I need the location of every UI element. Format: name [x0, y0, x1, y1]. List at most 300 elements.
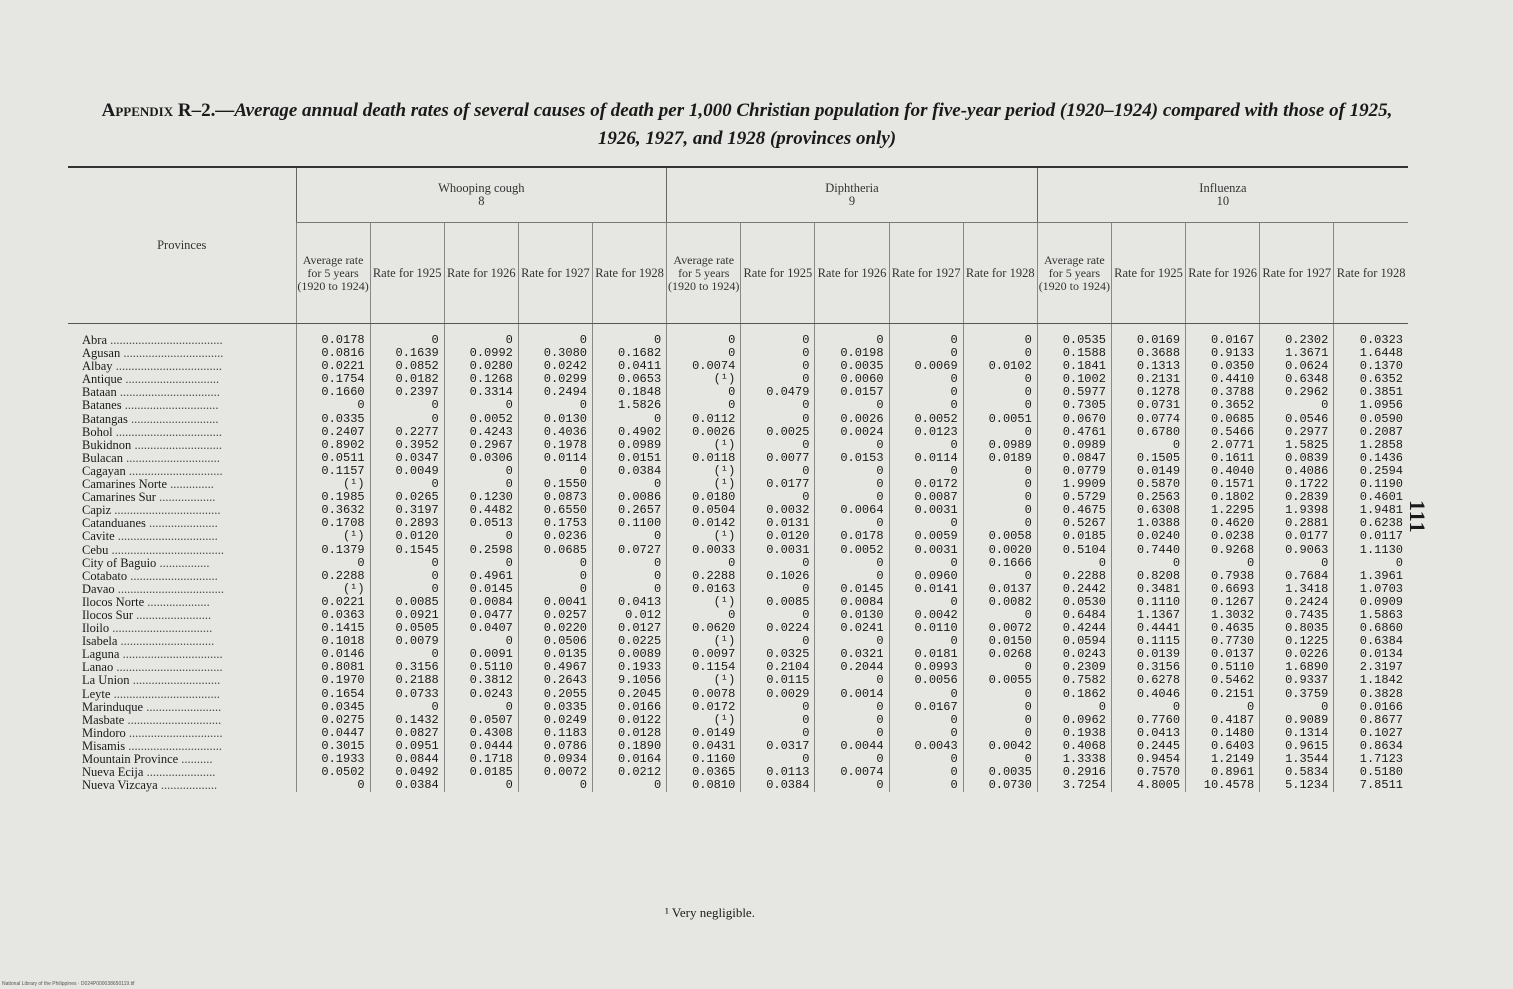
rate-cell: 0.0384 — [593, 465, 667, 478]
rate-cell: (¹) — [667, 635, 741, 648]
rate-cell: 0 — [889, 324, 963, 348]
rate-cell: 0.1611 — [1186, 452, 1260, 465]
provinces-header: Provinces — [68, 167, 296, 324]
rate-cell: 1.0388 — [1111, 517, 1185, 530]
rate-cell: 0.0137 — [1186, 648, 1260, 661]
rate-cell: 0.7730 — [1186, 635, 1260, 648]
rate-cell: 0 — [963, 714, 1037, 727]
rate-cell: 0.0051 — [963, 413, 1037, 426]
rate-cell: 0.0014 — [815, 688, 889, 701]
province-name: Nueva Vizcaya .................. — [82, 779, 218, 793]
rate-cell: 0 — [444, 779, 518, 792]
table-row — [68, 674, 1408, 687]
rate-cell: 0.0041 — [518, 596, 592, 609]
table-row — [68, 426, 1408, 439]
rate-cell: 0 — [1037, 701, 1111, 714]
rate-cell: 0.3652 — [1186, 399, 1260, 412]
table-row — [68, 779, 1408, 792]
rate-cell: 4.8005 — [1111, 779, 1185, 792]
rate-cell: 0.0816 — [296, 347, 370, 360]
rate-cell: 0.0844 — [370, 753, 444, 766]
rate-cell: 0.0431 — [667, 740, 741, 753]
rate-cell: 0.0137 — [963, 583, 1037, 596]
rate-cell: 0 — [1111, 701, 1185, 714]
rate-cell: 0.1415 — [296, 622, 370, 635]
rate-cell: (¹) — [667, 465, 741, 478]
table-row — [68, 740, 1408, 753]
rate-cell: 1.3418 — [1260, 583, 1334, 596]
province-name: Cagayan .............................. — [82, 464, 223, 478]
rate-cell: 0.0097 — [667, 648, 741, 661]
rate-cell: 0 — [593, 570, 667, 583]
table-row — [68, 439, 1408, 452]
rate-cell: 0 — [444, 399, 518, 412]
rate-cell: 0 — [889, 347, 963, 360]
rate-cell: 0.0492 — [370, 766, 444, 779]
table-row — [68, 504, 1408, 517]
scan-credit: National Library of the Philippines · D024P000038650119.tif — [2, 981, 135, 987]
rate-cell: 0 — [815, 491, 889, 504]
rate-cell: 0.9089 — [1260, 714, 1334, 727]
rate-cell: 0 — [518, 583, 592, 596]
rate-cell: 1.9481 — [1334, 504, 1408, 517]
province-name: Abra .................................... — [82, 333, 223, 347]
rate-cell: 1.2858 — [1334, 439, 1408, 452]
rate-cell: 0 — [667, 347, 741, 360]
rate-cell: 0.0249 — [518, 714, 592, 727]
rate-cell: 0 — [963, 753, 1037, 766]
rate-cell: 0 — [963, 347, 1037, 360]
death-rates-table-container — [68, 166, 1408, 792]
table-row — [68, 570, 1408, 583]
province-name: Bataan ................................ — [82, 386, 220, 400]
rate-cell: 0.0243 — [1037, 648, 1111, 661]
rate-cell: 0.0535 — [1037, 324, 1111, 348]
rate-cell: 0 — [963, 609, 1037, 622]
rate-cell: 0 — [889, 439, 963, 452]
rate-cell: 0 — [1260, 701, 1334, 714]
rate-cell: 0.1267 — [1186, 596, 1260, 609]
rate-cell: 0 — [518, 779, 592, 792]
rate-cell: (¹) — [667, 596, 741, 609]
rate-cell: 0.0873 — [518, 491, 592, 504]
rate-cell: 0.0350 — [1186, 360, 1260, 373]
column-header: Rate for 1927 — [1260, 223, 1334, 324]
rate-cell: 0.0127 — [593, 622, 667, 635]
rate-cell: 0.2445 — [1111, 740, 1185, 753]
rate-cell: 0.7440 — [1111, 544, 1185, 557]
rate-cell: 0.0198 — [815, 347, 889, 360]
rate-cell: 0.0031 — [889, 504, 963, 517]
rate-cell: 0.0089 — [593, 648, 667, 661]
rate-cell: 0.0477 — [444, 609, 518, 622]
rate-cell: 0.0335 — [518, 701, 592, 714]
rate-cell: 0 — [518, 324, 592, 348]
rate-cell: 0 — [741, 439, 815, 452]
rate-cell: 0 — [444, 635, 518, 648]
table-row — [68, 530, 1408, 543]
rate-cell: 0 — [444, 478, 518, 491]
rate-cell: 0.4187 — [1186, 714, 1260, 727]
rate-cell: 0 — [815, 727, 889, 740]
rate-cell: 0.2055 — [518, 688, 592, 701]
rate-cell: 0.2151 — [1186, 688, 1260, 701]
rate-cell: 0.0731 — [1111, 399, 1185, 412]
rate-cell: (¹) — [296, 478, 370, 491]
rate-cell: 0 — [1260, 399, 1334, 412]
rate-cell: 0.0122 — [593, 714, 667, 727]
rate-cell: 0.1848 — [593, 386, 667, 399]
rate-cell: 0.0058 — [963, 530, 1037, 543]
rate-cell: 0 — [370, 557, 444, 570]
rate-cell: 0 — [518, 570, 592, 583]
rate-cell: 0 — [444, 701, 518, 714]
rate-cell: 0 — [370, 324, 444, 348]
rate-cell: 0.0185 — [444, 766, 518, 779]
rate-cell: 0.0074 — [815, 766, 889, 779]
rate-cell: 0.1666 — [963, 557, 1037, 570]
rate-cell: 0 — [741, 360, 815, 373]
rate-cell: 0 — [667, 557, 741, 570]
rate-cell: 0.0117 — [1334, 530, 1408, 543]
rate-cell: 0.2563 — [1111, 491, 1185, 504]
rate-cell: 0.2598 — [444, 544, 518, 557]
province-name: Cavite ................................ — [82, 530, 218, 544]
rate-cell: 0.0172 — [889, 478, 963, 491]
rate-cell: 0.0026 — [815, 413, 889, 426]
rate-cell: 0.2288 — [1037, 570, 1111, 583]
rate-cell: 0.2442 — [1037, 583, 1111, 596]
rate-cell: 0.0135 — [518, 648, 592, 661]
rate-cell: 0.0059 — [889, 530, 963, 543]
rate-cell: 0.0921 — [370, 609, 444, 622]
rate-cell: 0.0120 — [741, 530, 815, 543]
rate-cell: 0.0238 — [1186, 530, 1260, 543]
rate-cell: 0 — [741, 701, 815, 714]
rate-cell: 0.2916 — [1037, 766, 1111, 779]
rate-cell: 0.0268 — [963, 648, 1037, 661]
rate-cell: 1.1367 — [1111, 609, 1185, 622]
province-name: Albay .................................. — [82, 360, 222, 374]
rate-cell: 0 — [815, 465, 889, 478]
rate-cell: 0.0149 — [667, 727, 741, 740]
rate-cell: 0.3156 — [370, 661, 444, 674]
rate-cell: 0.4961 — [444, 570, 518, 583]
rate-cell: 0.0951 — [370, 740, 444, 753]
rate-cell: 0.0085 — [370, 596, 444, 609]
rate-cell: 0.2302 — [1260, 324, 1334, 348]
rate-cell: 0.1480 — [1186, 727, 1260, 740]
rate-cell: 0.0115 — [741, 674, 815, 687]
rate-cell: 0.6348 — [1260, 373, 1334, 386]
rate-cell: 0.0530 — [1037, 596, 1111, 609]
province-name: Bulacan .............................. — [82, 451, 220, 465]
rate-cell: (¹) — [296, 583, 370, 596]
table-row — [68, 701, 1408, 714]
rate-cell: 0.1190 — [1334, 478, 1408, 491]
rate-cell: 0.3314 — [444, 386, 518, 399]
rate-cell: 0.0839 — [1260, 452, 1334, 465]
table-title — [82, 97, 1412, 153]
rate-cell: 0 — [741, 727, 815, 740]
province-name: Camarines Sur .................. — [82, 491, 216, 505]
province-name: Masbate .............................. — [82, 713, 222, 727]
rate-cell: (¹) — [667, 674, 741, 687]
rate-cell: 0.0989 — [1037, 439, 1111, 452]
rate-cell: 0.6384 — [1334, 635, 1408, 648]
rate-cell: 0.0110 — [889, 622, 963, 635]
rate-cell: 0.1157 — [296, 465, 370, 478]
rate-cell: 0 — [963, 465, 1037, 478]
rate-cell: 0.3015 — [296, 740, 370, 753]
rate-cell: 0.0185 — [1037, 530, 1111, 543]
rate-cell: 0.0546 — [1260, 413, 1334, 426]
rate-cell: 0.0513 — [444, 517, 518, 530]
rate-cell: 0.0653 — [593, 373, 667, 386]
rate-cell: 0.3851 — [1334, 386, 1408, 399]
province-name: La Union ............................ — [82, 674, 221, 688]
rate-cell: 0.2962 — [1260, 386, 1334, 399]
rate-cell: 1.3544 — [1260, 753, 1334, 766]
rate-cell: 0.0086 — [593, 491, 667, 504]
rate-cell: 0.1154 — [667, 661, 741, 674]
rate-cell: 0.0112 — [667, 413, 741, 426]
rate-cell: 0 — [889, 557, 963, 570]
province-name: Misamis .............................. — [82, 739, 222, 753]
rate-cell: 0.4620 — [1186, 517, 1260, 530]
rate-cell: 0.4761 — [1037, 426, 1111, 439]
province-name: Lanao .................................. — [82, 661, 223, 675]
rate-cell: 0.0447 — [296, 727, 370, 740]
table-row — [68, 399, 1408, 412]
rate-cell: 0 — [444, 557, 518, 570]
rate-cell: 0.0029 — [741, 688, 815, 701]
rate-cell: 0.9615 — [1260, 740, 1334, 753]
rate-cell: 0 — [815, 324, 889, 348]
rate-cell: 1.9398 — [1260, 504, 1334, 517]
rate-cell: 0.0685 — [518, 544, 592, 557]
rate-cell: 0 — [741, 399, 815, 412]
rate-cell: 0.0774 — [1111, 413, 1185, 426]
rate-cell: 3.7254 — [1037, 779, 1111, 792]
rate-cell: 0 — [889, 688, 963, 701]
rate-cell: 0.4441 — [1111, 622, 1185, 635]
rate-cell: 0.0035 — [963, 766, 1037, 779]
rate-cell: 0.0102 — [963, 360, 1037, 373]
rate-cell: 0 — [963, 727, 1037, 740]
province-name: Bohol .................................. — [82, 425, 222, 439]
rate-cell: 0.1313 — [1111, 360, 1185, 373]
table-row — [68, 753, 1408, 766]
rate-cell: 0.4967 — [518, 661, 592, 674]
rate-cell: 0.0479 — [741, 386, 815, 399]
column-header: Rate for 1927 — [889, 223, 963, 324]
rate-cell: 0.8902 — [296, 439, 370, 452]
rate-cell: 0 — [370, 648, 444, 661]
rate-cell: 0.1379 — [296, 544, 370, 557]
province-name: Batanes .............................. — [82, 399, 219, 413]
rate-cell: 0.0506 — [518, 635, 592, 648]
rate-cell: 0 — [296, 557, 370, 570]
rate-cell: 0 — [889, 714, 963, 727]
rate-cell: 0.4410 — [1186, 373, 1260, 386]
rate-cell: 0.1314 — [1260, 727, 1334, 740]
rate-cell: 0.1708 — [296, 517, 370, 530]
rate-cell: 0.0077 — [741, 452, 815, 465]
rate-cell: 0.1985 — [296, 491, 370, 504]
rate-cell: 0.2104 — [741, 661, 815, 674]
rate-cell: 0.4244 — [1037, 622, 1111, 635]
rate-cell: 0.0178 — [815, 530, 889, 543]
rate-cell: 0 — [518, 557, 592, 570]
rate-cell: 0.2967 — [444, 439, 518, 452]
rate-cell: 0.0084 — [444, 596, 518, 609]
footnote: ¹ Very negligible. — [665, 905, 755, 920]
rate-cell: 0.0131 — [741, 517, 815, 530]
province-name: Isabela .............................. — [82, 635, 215, 649]
table-row — [68, 517, 1408, 530]
rate-cell: 0.0989 — [963, 439, 1037, 452]
rate-cell: 10.4578 — [1186, 779, 1260, 792]
column-header: Rate for 1925 — [741, 223, 815, 324]
rate-cell: 0 — [370, 413, 444, 426]
table-row — [68, 714, 1408, 727]
province-name: City of Baguio ................ — [82, 556, 210, 570]
rate-cell: 0.2288 — [667, 570, 741, 583]
rate-cell: 0.0989 — [593, 439, 667, 452]
rate-cell: 1.6890 — [1260, 661, 1334, 674]
rate-cell: 0.3481 — [1111, 583, 1185, 596]
rate-cell: 0.0224 — [741, 622, 815, 635]
table-row — [68, 478, 1408, 491]
rate-cell: 0.7760 — [1111, 714, 1185, 727]
rate-cell: 0 — [296, 779, 370, 792]
rate-cell: 0 — [741, 557, 815, 570]
rate-cell: 0.4040 — [1186, 465, 1260, 478]
province-name: Leyte .................................. — [82, 687, 220, 701]
rate-cell: 0 — [963, 426, 1037, 439]
rate-cell: 0.1970 — [296, 674, 370, 687]
rate-cell: 0 — [741, 324, 815, 348]
column-header: Rate for 1926 — [815, 223, 889, 324]
rate-cell: 0.5267 — [1037, 517, 1111, 530]
rate-cell: 1.2295 — [1186, 504, 1260, 517]
rate-cell: 0.2893 — [370, 517, 444, 530]
rate-cell: 0.1841 — [1037, 360, 1111, 373]
rate-cell: 0.6403 — [1186, 740, 1260, 753]
rate-cell: 0.5110 — [1186, 661, 1260, 674]
rate-cell: 0.5466 — [1186, 426, 1260, 439]
rate-cell: 0 — [889, 766, 963, 779]
rate-cell: 0.9454 — [1111, 753, 1185, 766]
rate-cell: 0.7582 — [1037, 674, 1111, 687]
table-row — [68, 557, 1408, 570]
rate-cell: 0 — [593, 557, 667, 570]
rate-cell: 0.0240 — [1111, 530, 1185, 543]
rate-cell: 0.4482 — [444, 504, 518, 517]
rate-cell: 0.0069 — [889, 360, 963, 373]
page-number: 111 — [1405, 500, 1430, 534]
rate-cell: 0.0024 — [815, 426, 889, 439]
rate-cell: 0 — [889, 596, 963, 609]
rate-cell: 0.2839 — [1260, 491, 1334, 504]
rate-cell: 0 — [815, 701, 889, 714]
rate-cell: 0.1978 — [518, 439, 592, 452]
rate-cell: 0 — [741, 583, 815, 596]
rate-cell: 0.8677 — [1334, 714, 1408, 727]
rate-cell: 0.0049 — [370, 465, 444, 478]
province-name: Davao .................................. — [82, 582, 224, 596]
rate-cell: 0.0064 — [815, 504, 889, 517]
rate-cell: (¹) — [667, 478, 741, 491]
rate-cell: 0 — [1186, 557, 1260, 570]
rate-cell: 0.1110 — [1111, 596, 1185, 609]
table-row — [68, 544, 1408, 557]
table-row — [68, 347, 1408, 360]
rate-cell: 0.3156 — [1111, 661, 1185, 674]
rate-cell: 0 — [815, 399, 889, 412]
rate-cell: 0.0226 — [1260, 648, 1334, 661]
rate-cell: 0 — [741, 635, 815, 648]
rate-cell: 0.0221 — [296, 596, 370, 609]
table-row — [68, 386, 1408, 399]
rate-cell: 0.0033 — [667, 544, 741, 557]
rate-cell: 0.1002 — [1037, 373, 1111, 386]
rate-cell: 0.2087 — [1334, 426, 1408, 439]
rate-cell: 0.2277 — [370, 426, 444, 439]
rate-cell: 0 — [1111, 557, 1185, 570]
table-row — [68, 465, 1408, 478]
column-header: Average rate for 5 years (1920 to 1924) — [296, 223, 370, 324]
rate-cell: 0.1436 — [1334, 452, 1408, 465]
rate-cell: 0.6278 — [1111, 674, 1185, 687]
rate-cell: 0 — [889, 373, 963, 386]
rate-cell: 0.0384 — [741, 779, 815, 792]
table-row — [68, 324, 1408, 348]
rate-cell: 0.1545 — [370, 544, 444, 557]
rate-cell: 0.0505 — [370, 622, 444, 635]
group-header-whooping-cough: Whooping cough 8 — [296, 167, 667, 223]
rate-cell: 0.2288 — [296, 570, 370, 583]
rate-cell: 0.0153 — [815, 452, 889, 465]
rate-cell: 0.1018 — [296, 635, 370, 648]
rate-cell: 0.0145 — [815, 583, 889, 596]
rate-cell: 0.2188 — [370, 674, 444, 687]
rate-cell: 0.0091 — [444, 648, 518, 661]
rate-cell: 0.3952 — [370, 439, 444, 452]
rate-cell: 0.4902 — [593, 426, 667, 439]
rate-cell: 0.4601 — [1334, 491, 1408, 504]
table-body — [68, 324, 1408, 793]
rate-cell: 0 — [963, 478, 1037, 491]
rate-cell: 0.0670 — [1037, 413, 1111, 426]
rate-cell: 0.1160 — [667, 753, 741, 766]
rate-cell: 0.7435 — [1260, 609, 1334, 622]
table-row — [68, 661, 1408, 674]
rate-cell: 0.4675 — [1037, 504, 1111, 517]
rate-cell: 0 — [963, 491, 1037, 504]
rate-cell: 0 — [370, 478, 444, 491]
rate-cell: 0.2131 — [1111, 373, 1185, 386]
rate-cell: 1.7123 — [1334, 753, 1408, 766]
rate-cell: 0.0265 — [370, 491, 444, 504]
rate-cell: 0.0189 — [963, 452, 1037, 465]
rate-cell: 0.0072 — [963, 622, 1037, 635]
rate-cell: 0.0733 — [370, 688, 444, 701]
rate-cell: 0.5462 — [1186, 674, 1260, 687]
rate-cell: 0 — [815, 439, 889, 452]
rate-cell: 0 — [667, 324, 741, 348]
